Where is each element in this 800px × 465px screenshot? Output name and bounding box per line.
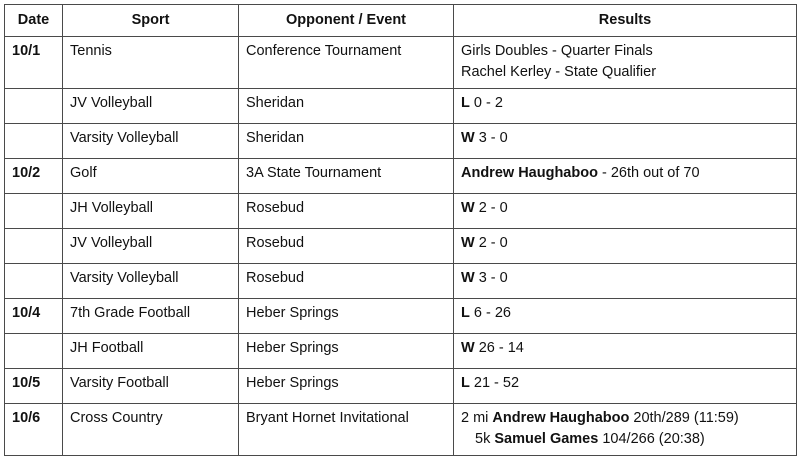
table-body	[5, 37, 797, 456]
result-text: 3 - 0	[474, 130, 508, 146]
opponent-cell: Rosebud	[239, 194, 454, 229]
result-text: 3 - 0	[474, 270, 508, 286]
result-text: 0 - 2	[469, 95, 503, 111]
result-highlight: W	[461, 130, 475, 146]
result-text: 2 - 0	[474, 200, 508, 216]
date-cell	[5, 124, 63, 159]
result-text: 26 - 14	[474, 340, 524, 356]
sport-cell: JH Football	[63, 334, 239, 369]
date-cell	[5, 194, 63, 229]
results-cell	[454, 159, 797, 194]
result-line	[461, 198, 789, 219]
result-text: Rachel Kerley - State Qualifier	[461, 64, 657, 80]
sport-cell: Golf	[63, 159, 239, 194]
result-highlight: L	[461, 305, 470, 321]
table-header	[5, 5, 797, 37]
results-cell	[454, 299, 797, 334]
sport-cell: Varsity Volleyball	[63, 124, 239, 159]
sport-cell: Cross Country	[63, 404, 239, 456]
opponent-cell: Heber Springs	[239, 369, 454, 404]
header-date: Date	[5, 5, 63, 37]
date-cell: 10/2	[5, 159, 63, 194]
result-text: 21 - 52	[469, 375, 520, 391]
date-cell: 10/1	[5, 37, 63, 89]
result-text: 2 mi	[461, 410, 493, 426]
table-row	[5, 89, 797, 124]
opponent-cell: Sheridan	[239, 124, 454, 159]
results-cell	[454, 194, 797, 229]
result-line	[461, 429, 789, 450]
result-text: 5k	[475, 431, 495, 447]
result-text: Girls Doubles - Quarter Finals	[461, 43, 653, 59]
results-cell	[454, 334, 797, 369]
sport-cell: Varsity Football	[63, 369, 239, 404]
date-cell	[5, 89, 63, 124]
result-text: 2 - 0	[474, 235, 508, 251]
table-row	[5, 229, 797, 264]
result-text: 104/266 (20:38)	[598, 431, 705, 447]
results-cell	[454, 264, 797, 299]
results-cell	[454, 229, 797, 264]
results-cell	[454, 124, 797, 159]
result-highlight: Andrew Haughaboo	[461, 165, 598, 181]
date-cell: 10/6	[5, 404, 63, 456]
date-cell	[5, 229, 63, 264]
header-row	[5, 5, 797, 37]
results-table	[4, 4, 797, 456]
opponent-cell: 3A State Tournament	[239, 159, 454, 194]
result-text: 6 - 26	[469, 305, 511, 321]
results-cell	[454, 369, 797, 404]
result-highlight: Andrew Haughaboo	[492, 410, 630, 426]
sport-cell: JV Volleyball	[63, 89, 239, 124]
date-cell	[5, 264, 63, 299]
result-line	[461, 233, 789, 254]
result-line	[461, 128, 789, 149]
sport-cell: Varsity Volleyball	[63, 264, 239, 299]
result-highlight: L	[461, 375, 470, 391]
result-line	[461, 268, 789, 289]
result-line	[461, 408, 789, 429]
opponent-cell: Sheridan	[239, 89, 454, 124]
result-line	[461, 338, 789, 359]
table-row	[5, 194, 797, 229]
results-cell	[454, 37, 797, 89]
opponent-cell: Heber Springs	[239, 299, 454, 334]
result-line	[461, 62, 789, 83]
result-highlight: W	[461, 200, 475, 216]
result-highlight: L	[461, 95, 470, 111]
result-highlight: Samuel Games	[494, 431, 599, 447]
result-text: - 26th out of 70	[597, 165, 700, 181]
table-row	[5, 264, 797, 299]
result-line	[461, 373, 789, 394]
results-cell	[454, 404, 797, 456]
sport-cell: 7th Grade Football	[63, 299, 239, 334]
date-cell	[5, 334, 63, 369]
opponent-cell: Heber Springs	[239, 334, 454, 369]
result-highlight: W	[461, 235, 475, 251]
result-line	[461, 93, 789, 114]
table-row	[5, 37, 797, 89]
opponent-cell: Rosebud	[239, 229, 454, 264]
sport-cell: JV Volleyball	[63, 229, 239, 264]
result-text: 20th/289 (11:59)	[629, 410, 739, 426]
header-sport: Sport	[63, 5, 239, 37]
table-row	[5, 159, 797, 194]
opponent-cell: Conference Tournament	[239, 37, 454, 89]
opponent-cell: Bryant Hornet Invitational	[239, 404, 454, 456]
result-line	[461, 41, 789, 62]
result-line	[461, 303, 789, 324]
result-highlight: W	[461, 340, 475, 356]
table-row	[5, 404, 797, 456]
result-highlight: W	[461, 270, 475, 286]
result-line	[461, 163, 789, 184]
table-row	[5, 124, 797, 159]
date-cell: 10/4	[5, 299, 63, 334]
header-opponent-event: Opponent / Event	[239, 5, 454, 37]
header-results: Results	[454, 5, 797, 37]
table-row	[5, 299, 797, 334]
table-row	[5, 369, 797, 404]
results-cell	[454, 89, 797, 124]
sport-cell: Tennis	[63, 37, 239, 89]
sport-cell: JH Volleyball	[63, 194, 239, 229]
date-cell: 10/5	[5, 369, 63, 404]
opponent-cell: Rosebud	[239, 264, 454, 299]
table-row	[5, 334, 797, 369]
